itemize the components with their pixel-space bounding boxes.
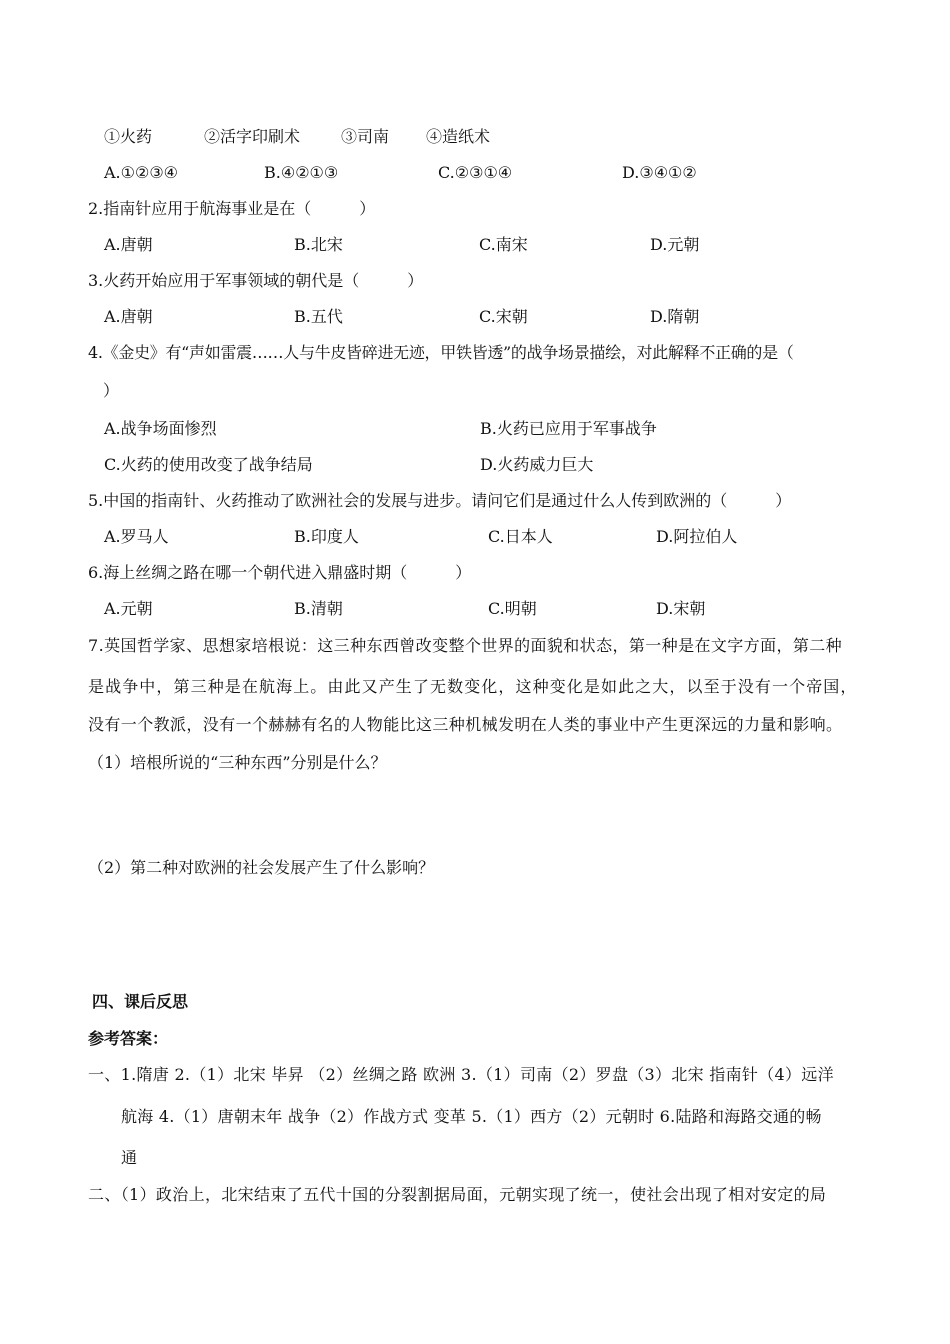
option: C.日本人: [488, 527, 553, 546]
option: C.明朝: [488, 599, 537, 618]
q1-options: [104, 163, 744, 183]
q1-item: ④造纸术: [426, 127, 491, 146]
option: A.元朝: [104, 599, 153, 618]
option: B.火药已应用于军事战争: [480, 419, 657, 438]
option: D.火药威力巨大: [480, 455, 594, 474]
q2-stem: 2.指南针应用于航海事业是在（ ）: [88, 199, 376, 218]
answer-line: 一、1.隋唐 2.（1）北宋 毕昇 （2）丝绸之路 欧洲 3.（1）司南（2）罗盘（3）北宋 指南针（4）远洋: [88, 1065, 834, 1084]
q5-options: [104, 527, 764, 547]
option: C.宋朝: [479, 307, 528, 326]
q6-stem: 6.海上丝绸之路在哪一个朝代进入鼎盛时期（ ）: [88, 563, 472, 582]
q4-options-row1: [104, 419, 744, 439]
option: A.唐朝: [104, 307, 153, 326]
option: D.阿拉伯人: [656, 527, 738, 546]
q7-sub-question-2: （2）第二种对欧洲的社会发展产生了什么影响？: [88, 858, 435, 877]
q1-items: [104, 127, 524, 147]
option: B.印度人: [294, 527, 359, 546]
answers-title: 参考答案：: [88, 1029, 169, 1048]
option: B.北宋: [294, 235, 343, 254]
q1-item: ①火药: [104, 127, 153, 146]
answer-line: 通: [121, 1148, 138, 1167]
option: B.④②①③: [264, 163, 339, 182]
q5-stem: 5.中国的指南针、火药推动了欧洲社会的发展与进步。请问它们是通过什么人传到欧洲的（ ）: [88, 491, 792, 510]
q3-options: [104, 307, 724, 327]
q1-item: ③司南: [341, 127, 390, 146]
answer-line: 二、（1）政治上，北宋结束了五代十国的分裂割据局面，元朝实现了统一，使社会出现了相对安定的局: [88, 1185, 827, 1204]
option: C.南宋: [479, 235, 528, 254]
option: D.③④①②: [622, 163, 697, 182]
q2-options: [104, 235, 724, 255]
option: A.战争场面惨烈: [104, 419, 217, 438]
option: D.宋朝: [656, 599, 706, 618]
q4-stem-line1: 4.《金史》有“声如雷震……人与牛皮皆碎进无迹，甲铁皆透”的战争场景描绘，对此解释不正确的是（: [88, 343, 794, 362]
answer-line: 航海 4.（1）唐朝末年 战争（2）作战方式 变革 5.（1）西方（2）元朝时 6.陆路和海路交通的畅: [121, 1107, 822, 1126]
option: A.①②③④: [104, 163, 179, 182]
option: B.五代: [294, 307, 343, 326]
option: D.元朝: [650, 235, 700, 254]
option: C.②③①④: [438, 163, 513, 182]
option: A.罗马人: [104, 527, 169, 546]
option: B.清朝: [294, 599, 343, 618]
q4-options-row2: [104, 455, 744, 475]
q1-item: ②活字印刷术: [204, 127, 301, 146]
q7-sub-question-1: （1）培根所说的“三种东西”分别是什么？: [88, 753, 387, 772]
q6-options: [104, 599, 744, 619]
option: D.隋朝: [650, 307, 700, 326]
q3-stem: 3.火药开始应用于军事领域的朝代是（ ）: [88, 271, 424, 290]
option: C.火药的使用改变了战争结局: [104, 455, 313, 474]
option: A.唐朝: [104, 235, 153, 254]
section-title: 四、课后反思: [92, 992, 189, 1011]
q4-stem-line2: ）: [103, 381, 120, 400]
q7-stem-line3: 没有一个教派，没有一个赫赫有名的人物能比这三种机械发明在人类的事业中产生更深远的力量和影响。: [88, 715, 843, 734]
q7-stem-line1: 7.英国哲学家、思想家培根说：这三种东西曾改变整个世界的面貌和状态，第一种是在文字方面，第二种: [88, 636, 843, 655]
q7-stem-line2: 是战争中，第三种是在航海上。由此又产生了无数变化，这种变化是如此之大，以至于没有一个帝国，: [88, 677, 858, 696]
